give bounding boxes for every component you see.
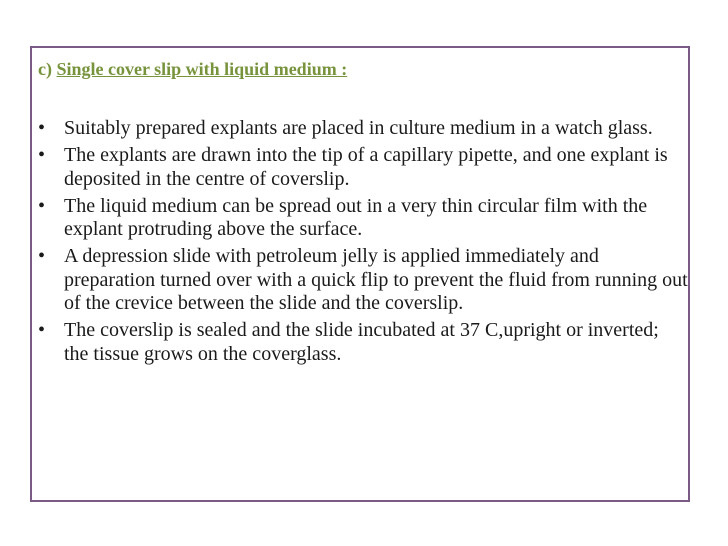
bullet-item	[38, 319, 688, 366]
heading-title: Single cover slip with liquid medium :	[56, 59, 348, 79]
bullet-text: The coverslip is sealed and the slide incubated at 37 C,upright or inverted; the tissue grows on the coverglass.	[64, 319, 659, 365]
bullet-text: The liquid medium can be spread out in a very thin circular film with the explant protruding above the surface.	[64, 194, 648, 240]
bullet-text: Suitably prepared explants are placed in culture medium in a watch glass.	[64, 117, 653, 139]
heading-prefix: c)	[38, 59, 52, 79]
bullet-glyph: •	[38, 319, 46, 341]
bullet-list	[38, 117, 688, 370]
bullet-item	[38, 144, 688, 191]
bullet-text: The explants are drawn into the tip of a capillary pipette, and one explant is deposited in the centre of coverslip.	[64, 144, 668, 190]
bullet-item	[38, 117, 688, 141]
bullet-glyph: •	[38, 245, 46, 267]
bullet-glyph: •	[38, 194, 46, 217]
bullet-glyph: •	[38, 144, 46, 166]
bullet-item	[38, 245, 688, 316]
bullet-item	[38, 195, 688, 242]
bullet-glyph: •	[38, 117, 46, 139]
bullet-text: A depression slide with petroleum jelly is applied immediately and preparation turned over with a quick flip to prevent the fluid from running out of the crevice between the slide and the coverslip.	[64, 245, 688, 314]
slide-heading	[38, 59, 347, 80]
